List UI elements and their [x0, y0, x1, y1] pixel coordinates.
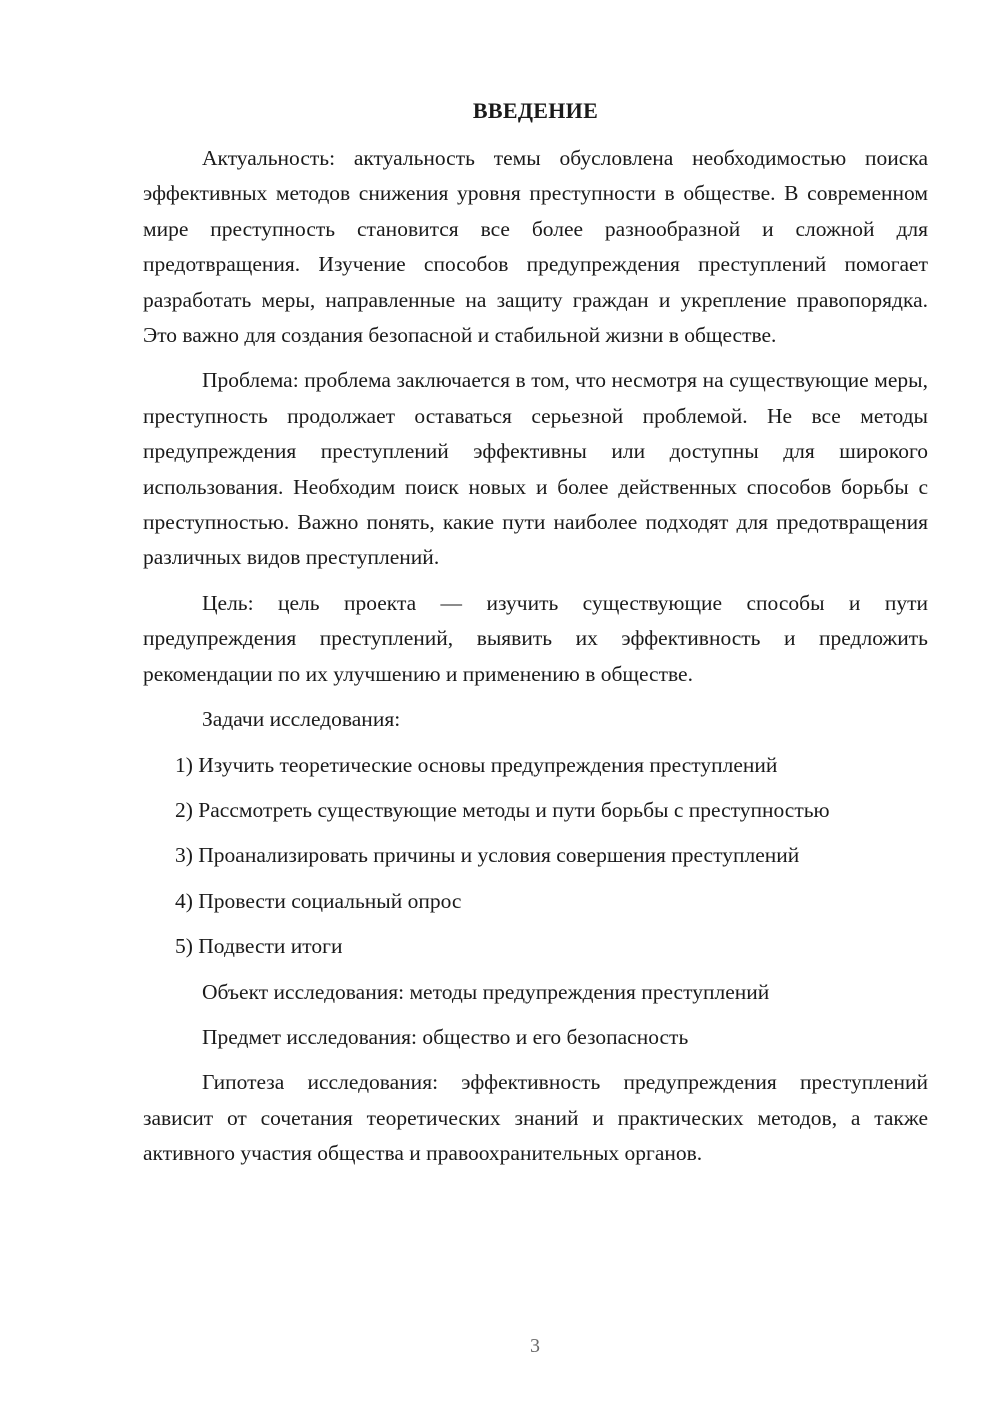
tasks-heading: Задачи исследования: — [202, 707, 401, 732]
page-number: 3 — [530, 1335, 540, 1357]
list-item: 1) Изучить теоретические основы предупреждения преступлений — [175, 752, 778, 777]
page-title: ВВЕДЕНИЕ — [472, 98, 599, 123]
hypothesis-paragraph: Гипотеза исследования: эффективность предупреждения преступлений зависит от сочетания теоретических знаний и практических методов, а также активного участия общества и правоохранительных органов. — [143, 1070, 928, 1166]
list-item: 4) Провести социальный опрос — [175, 888, 462, 913]
problem-paragraph: Проблема: проблема заключается в том, что несмотря на существующие меры, преступность продолжает оставаться серьезной проблемой. Не все методы предупреждения преступлений эффективны или доступны для широкого использования. Необходим поиск новых и более действенных способов борьбы с преступностью. Важно понять, какие пути наиболее подходят для предотвращения различных видов преступлений. — [143, 368, 928, 570]
relevance-paragraph: Актуальность: актуальность темы обусловлена необходимостью поиска эффективных методов снижения уровня преступности в обществе. В современном мире преступность становится все более разнообразной и сложной для предотвращения. Изучение способов предупреждения преступлений помогает разработать меры, направленные на защиту граждан и укрепление правопорядка. Это важно для создания безопасной и стабильной жизни в обществе. — [143, 146, 928, 348]
list-item: 5) Подвести итоги — [175, 934, 343, 959]
page-content — [143, 93, 928, 1182]
tasks-list — [143, 748, 928, 965]
goal-paragraph: Цель: цель проекта — изучить существующие способы и пути предупреждения преступлений, выявить их эффективность и предложить рекомендации по их улучшению и применению в обществе. — [143, 590, 928, 686]
research-subject: Предмет исследования: общество и его безопасность — [202, 1024, 689, 1049]
research-object: Объект исследования: методы предупреждения преступлений — [202, 979, 770, 1004]
list-item: 3) Проанализировать причины и условия совершения преступлений — [175, 843, 800, 868]
list-item: 2) Рассмотреть существующие методы и пути борьбы с преступностью — [175, 797, 830, 822]
